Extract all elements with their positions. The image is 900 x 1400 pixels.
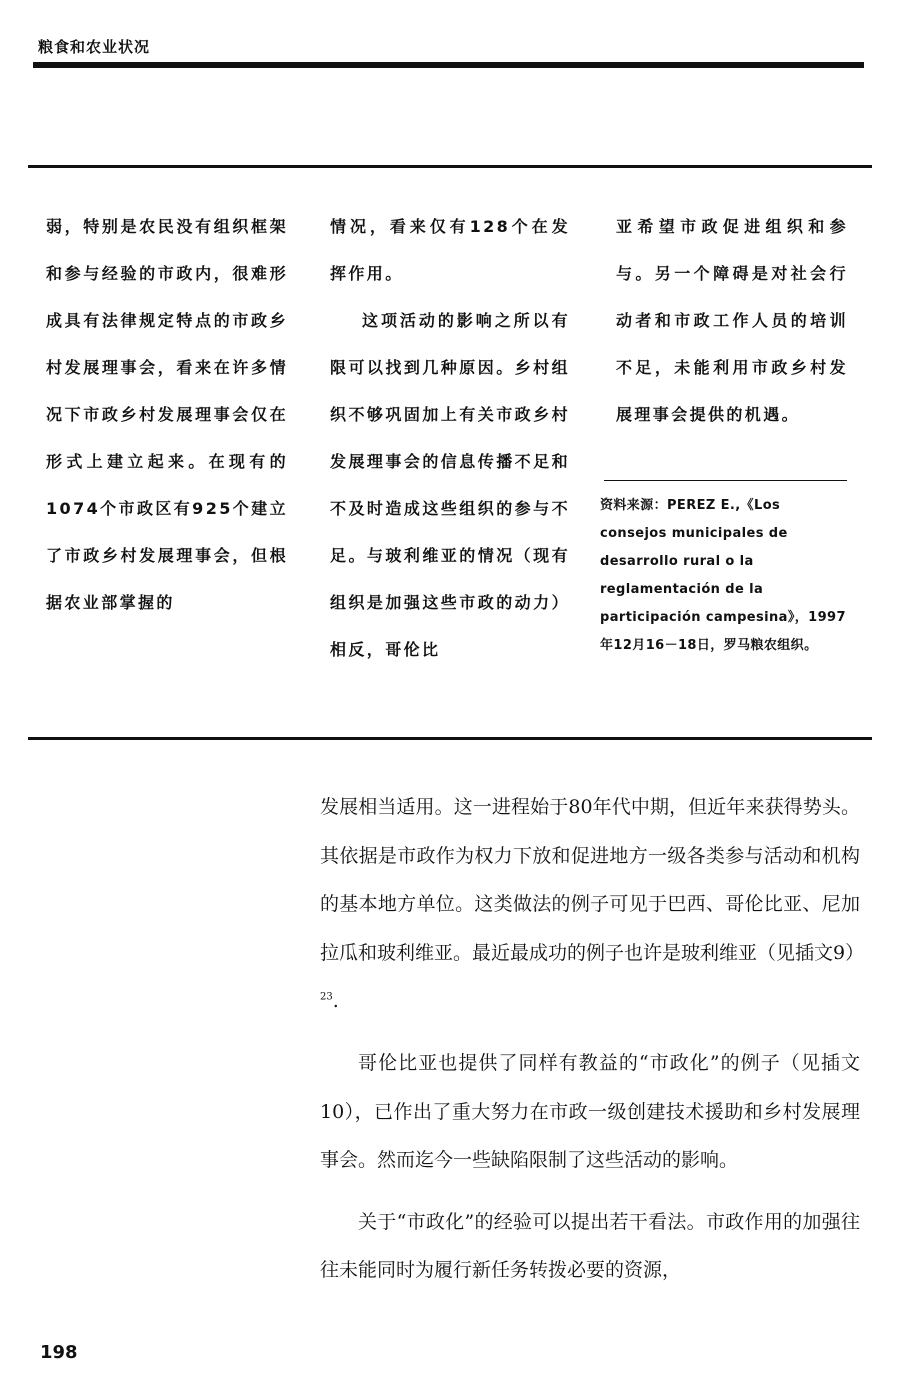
box-column-2-paragraph-2: 这项活动的影响之所以有限可以找到几种原因。乡村组织不够巩固加上有关市政乡村发展理事会的信息传播不足和不及时造成这些组织的参与不足。与玻利维亚的情况（现有组织是加强这些市政的动力）相反，哥伦比 <box>330 311 570 659</box>
running-header: 粮食和农业状况 <box>38 38 151 56</box>
source-note <box>600 492 848 660</box>
main-body-text <box>320 783 865 1308</box>
body-paragraph-1-end: . <box>332 990 339 1013</box>
box-bottom-rule <box>28 737 872 740</box>
header-rule <box>33 62 864 68</box>
source-rule <box>604 480 847 481</box>
box-top-rule <box>28 165 872 168</box>
box-column-1 <box>46 203 288 626</box>
source-note-text: 资料来源：PEREZ E.,《Los consejos municipales de desarrollo rural o la reglamentación de la participación campesina》，1997年12月16－18日，罗马粮农组织。 <box>600 498 846 653</box>
body-paragraph-1 <box>320 783 865 1026</box>
body-paragraph-3: 关于“市政化”的经验可以提出若干看法。市政作用的加强往往未能同时为履行新任务转拨必要的资源， <box>320 1210 860 1282</box>
body-paragraph-2: 哥伦比亚也提供了同样有教益的“市政化”的例子（见插文10），已作出了重大努力在市政一级创建技术援助和乡村发展理事会。然而迄今一些缺陷限制了这些活动的影响。 <box>320 1051 860 1172</box>
box-column-2 <box>330 203 570 673</box>
footnote-ref-23: 23 <box>320 992 333 1004</box>
box-column-1-text: 弱，特别是农民没有组织框架和参与经验的市政内，很难形成具有法律规定特点的市政乡村发展理事会，看来在许多情况下市政乡村发展理事会仅在形式上建立起来。在现有的1074个市政区有925个建立了市政乡村发展理事会，但根据农业部掌握的 <box>46 217 288 612</box>
body-paragraph-1-text: 发展相当适用。这一进程始于80年代中期，但近年来获得势头。其依据是市政作为权力下放和促进地方一级各类参与活动和机构的基本地方单位。这类做法的例子可见于巴西、哥伦比亚、尼加拉瓜和玻利维亚。最近最成功的例子也许是玻利维亚（见插文9） <box>320 796 865 964</box>
box-column-2-paragraph-1: 情况，看来仅有128个在发挥作用。 <box>330 217 570 283</box>
box-column-3 <box>616 203 848 438</box>
box-column-3-text: 亚希望市政促进组织和参与。另一个障碍是对社会行动者和市政工作人员的培训不足，未能利用市政乡村发展理事会提供的机遇。 <box>616 217 848 424</box>
page-number: 198 <box>40 1342 78 1363</box>
